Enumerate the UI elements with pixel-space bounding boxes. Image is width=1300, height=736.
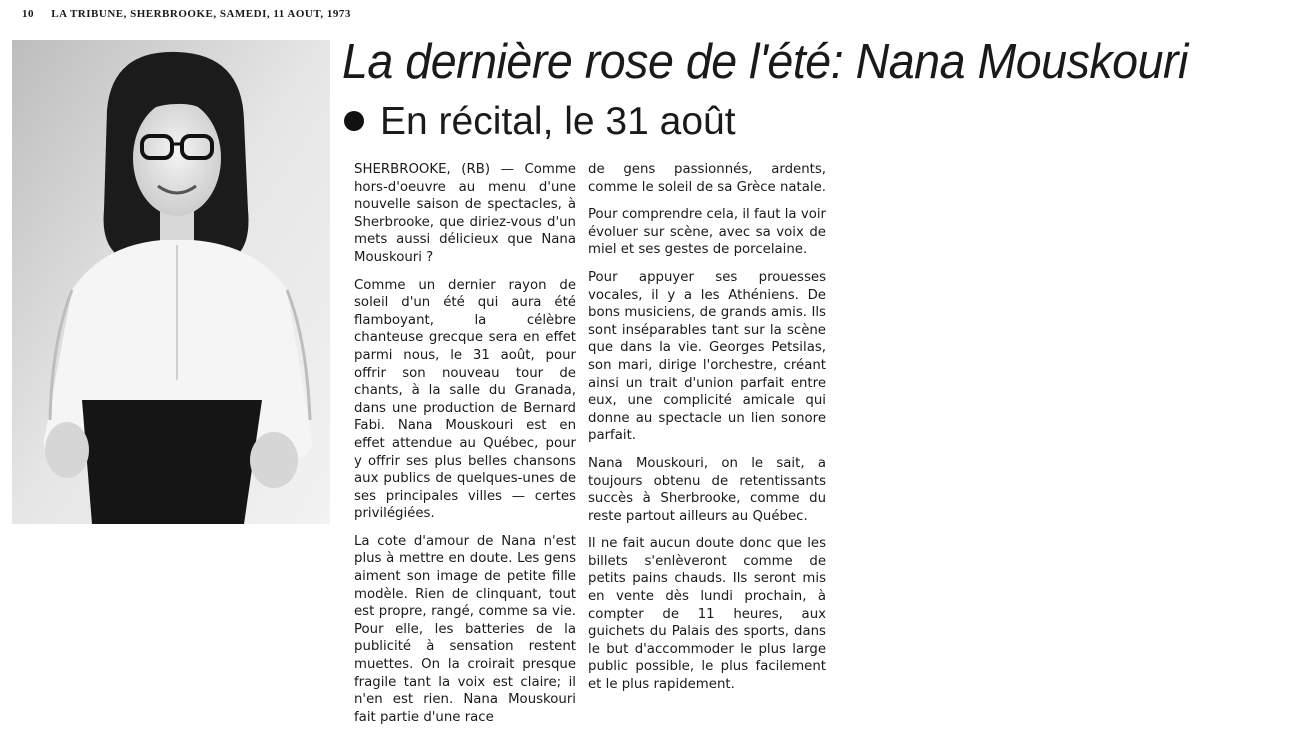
subhead-text: En récital, le 31 août [380,100,736,143]
masthead-text: LA TRIBUNE, SHERBROOKE, SAMEDI, 11 AOUT, 1973 [51,8,351,20]
paragraph: Pour appuyer ses prouesses vocales, il y a les Athéniens. De bons musiciens, de grands amis. Ils sont inséparables tant sur la scène que dans la vie. Georges Petsilas, son mari, dirige l'orchestre, créant ainsi un trait d'union parfait entre eux, une complicité amicale qui donne au spectacle un lien sonore parfait. [588,269,826,444]
paragraph: SHERBROOKE, (RB) — Comme hors-d'oeuvre au menu d'une nouvelle saison de spectacles, à Sherbrooke, que diriez-vous d'un mets aussi délicieux que Nana Mouskouri ? [354,162,576,265]
portrait-photo [12,40,330,524]
page-number: 10 [22,8,34,20]
paragraph: Il ne fait aucun doute donc que les billets s'enlèveront comme de petits pains chauds. Ils seront mis en vente dès lundi prochain, à compter de 11 heures, aux guichets du Palais des sports, dans le but d'accommoder le plus large public possible, le plus facilement et le plus rapidement. [588,536,826,693]
masthead [22,8,351,20]
paragraph: La cote d'amour de Nana n'est plus à mettre en doute. Les gens aiment son image de petite fille modèle. Rien de clinquant, tout est propre, rangé, comme sa vie. Pour elle, les batteries de la publicité à sensation restent muettes. On la croirait presque fragile tant la voix est claire; il n'en est rien. Nana Mouskouri fait partie d'une race [354,533,576,725]
bullet-icon [344,111,364,131]
paragraph: Comme un dernier rayon de soleil d'un été qui aura été flamboyant, la célèbre chanteuse grecque sera en effet parmi nous, le 31 août, pour offrir son nouveau tour de chants, à la salle du Granada, dans une production de Bernard Fabi. Nana Mouskouri est en effet attendue au Québec, pour y offrir ses plus belles chansons aux publics de quelques-unes de ses principales villes — certes privilégiées. [354,277,576,522]
paragraph: Nana Mouskouri, on le sait, a toujours obtenu de retentissants succès à Sherbrooke, comme du reste partout ailleurs au Québec. [588,455,826,524]
paragraph: de gens passionnés, ardents, comme le soleil de sa Grèce natale. [588,162,826,195]
article-column-1 [354,161,576,736]
article-column-2 [588,161,826,704]
subhead [344,98,736,146]
headline: La dernière rose de l'été: Nana Mouskouri [342,35,1188,89]
portrait-photo-icon [12,40,330,524]
paragraph: Pour comprendre cela, il faut la voir évoluer sur scène, avec sa voix de miel et ses gestes de porcelaine. [588,207,826,258]
